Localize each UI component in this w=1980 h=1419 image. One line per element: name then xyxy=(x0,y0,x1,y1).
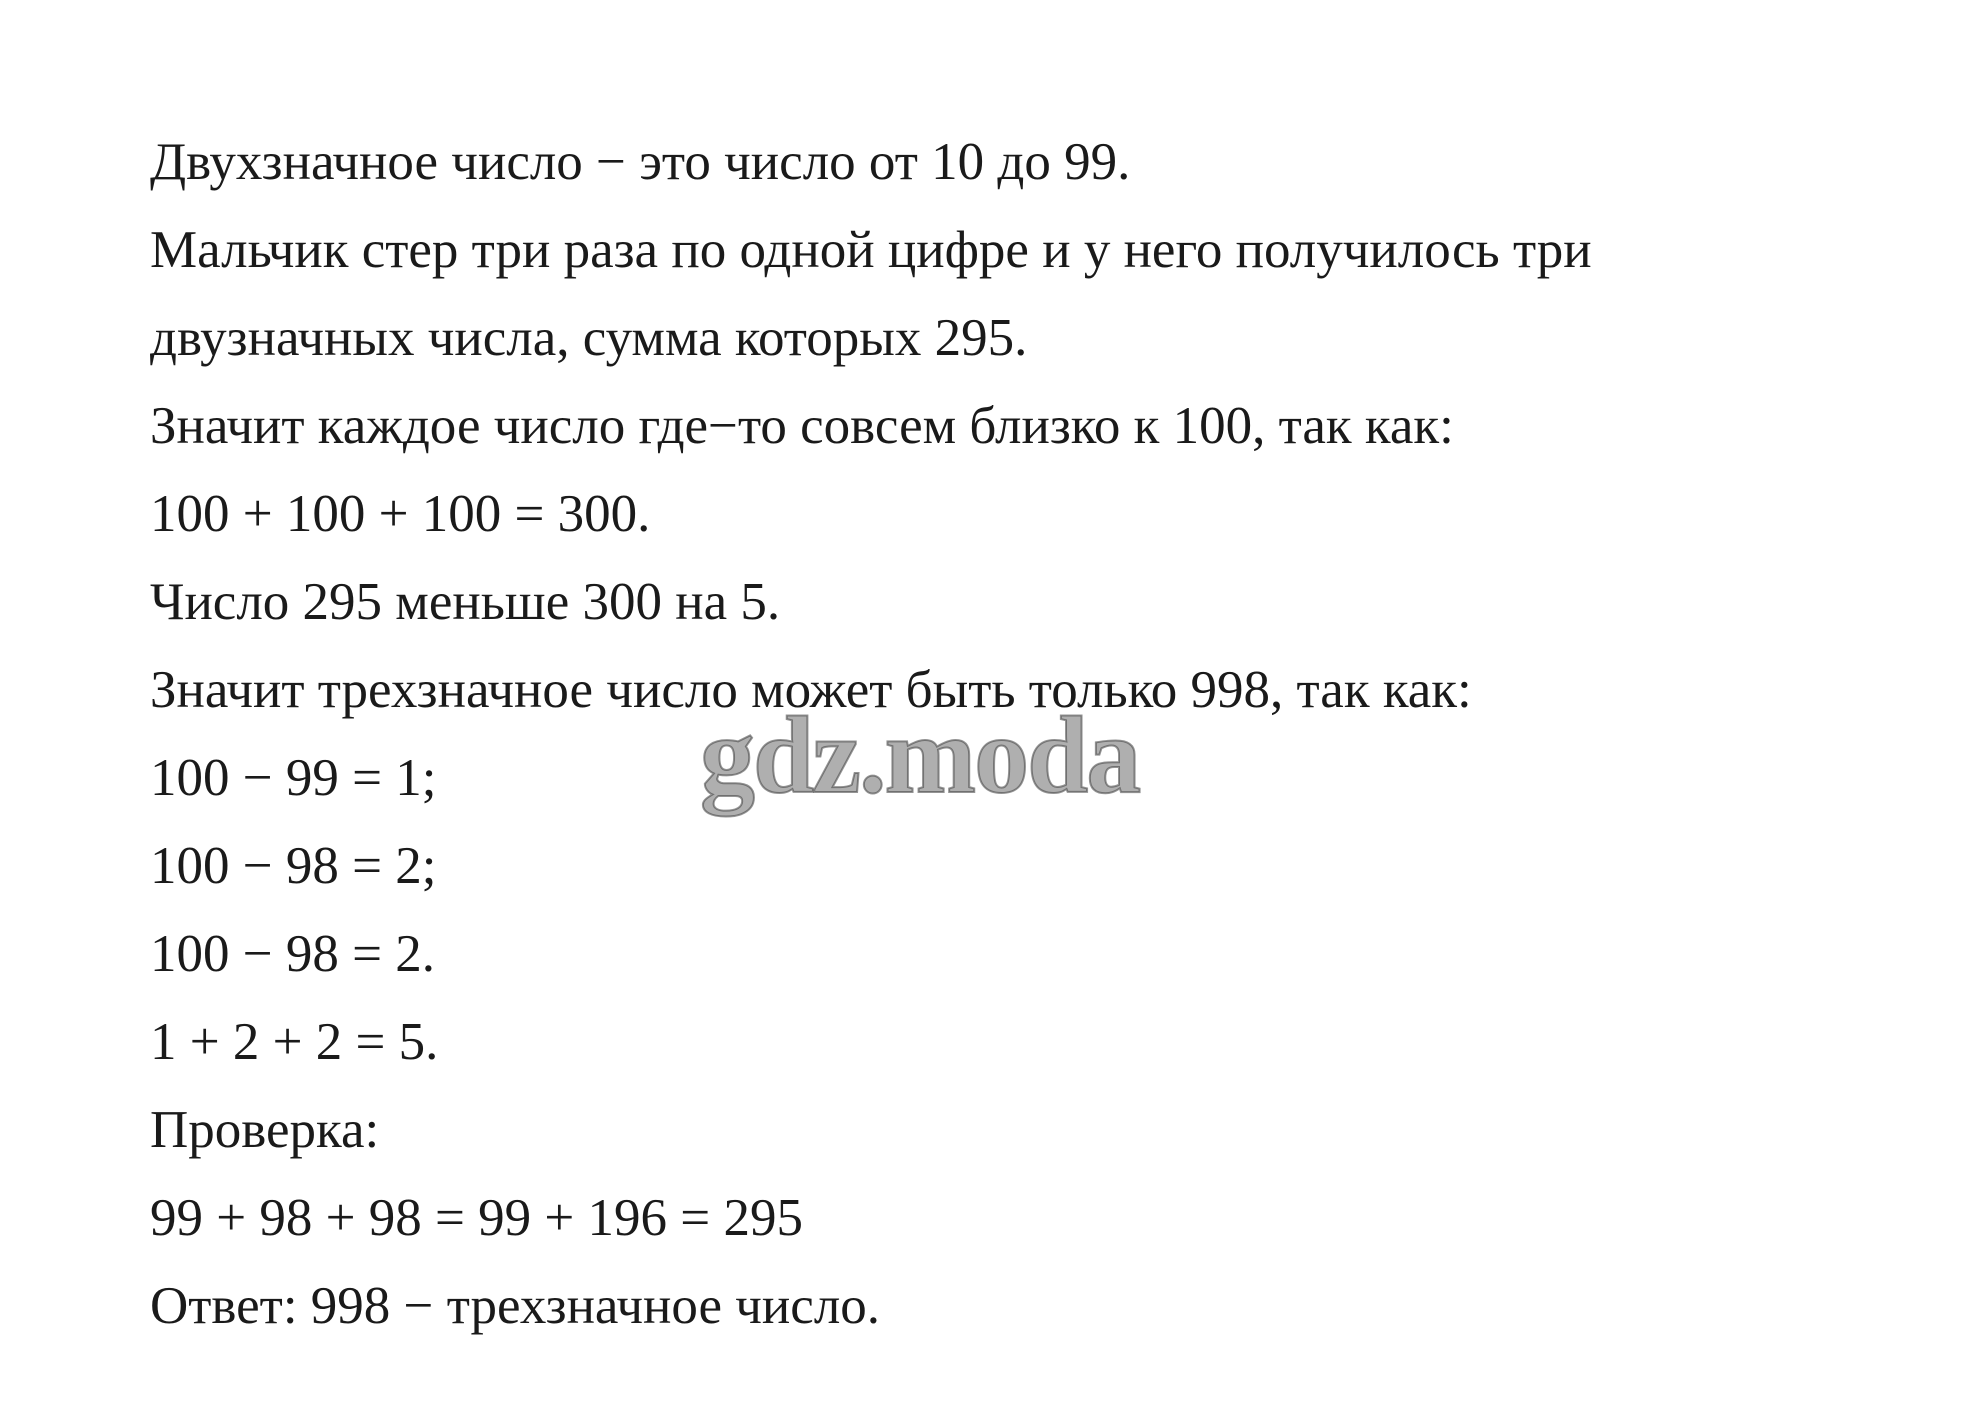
text-line: двузначных числа, сумма которых 295. xyxy=(150,309,1028,367)
text-line: Значит трехзначное число может быть только 998, так как: xyxy=(150,661,1472,719)
text-line: Двухзначное число − это число от 10 до 99. xyxy=(150,133,1131,191)
text-line: Мальчик стер три раза по одной цифре и у него получилось три xyxy=(150,221,1592,279)
text-line: 1 + 2 + 2 = 5. xyxy=(150,1013,439,1071)
text-line: 99 + 98 + 98 = 99 + 196 = 295 xyxy=(150,1189,803,1247)
text-line: 100 + 100 + 100 = 300. xyxy=(150,485,651,543)
text-line: Значит каждое число где−то совсем близко к 100, так как: xyxy=(150,397,1454,455)
text-line: Проверка: xyxy=(150,1101,380,1159)
text-line: 100 − 98 = 2. xyxy=(150,925,436,983)
text-line: 100 − 99 = 1; xyxy=(150,749,437,807)
text-line: Число 295 меньше 300 на 5. xyxy=(150,573,781,631)
text-line: Ответ: 998 − трехзначное число. xyxy=(150,1277,881,1335)
watermark-logo: gdz.moda xyxy=(700,694,1140,816)
text-line: 100 − 98 = 2; xyxy=(150,837,437,895)
